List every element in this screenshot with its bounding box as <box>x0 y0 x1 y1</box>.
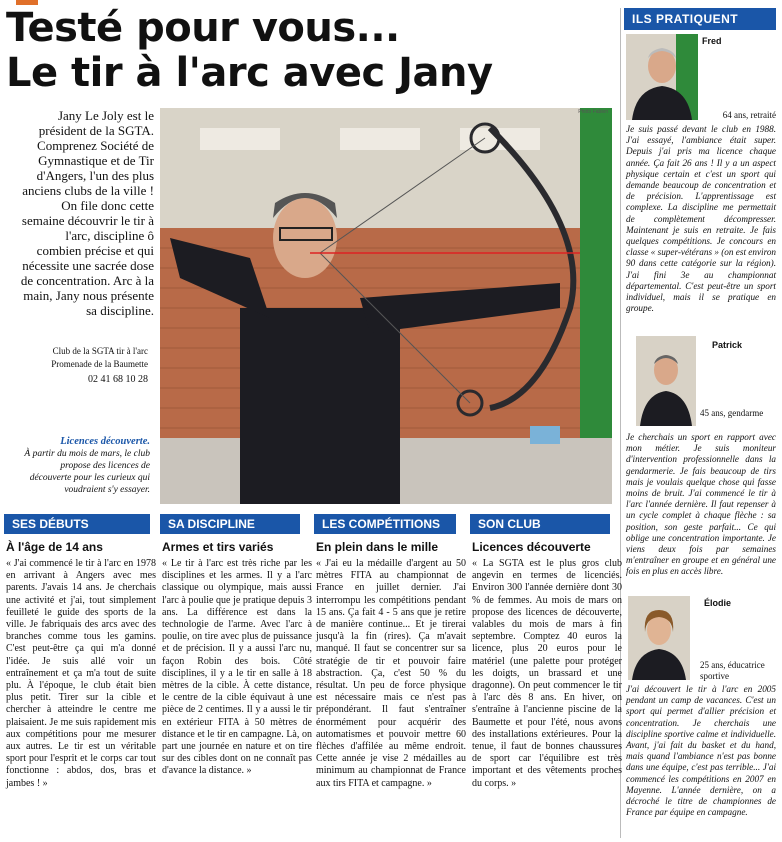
elodie-name: Élodie <box>704 598 732 608</box>
headline <box>6 6 616 96</box>
sidebar-header: ILS PRATIQUENT <box>624 8 776 30</box>
patrick-caption: 45 ans, gendarme <box>700 408 764 418</box>
elodie-quote <box>626 684 776 818</box>
club-name: Club de la SGTA tir à l'arc <box>52 346 148 356</box>
elodie-photo <box>628 596 690 680</box>
section-title-competitions: En plein dans le mille <box>316 540 439 554</box>
licences-title: Licences découverte. <box>60 436 150 447</box>
patrick-photo <box>636 336 696 426</box>
photo-credit: Photo Fabien <box>578 109 608 115</box>
fred-quote <box>626 124 776 314</box>
fred-photo <box>626 34 698 120</box>
section-text-discipline: « Le tir à l'arc est très riche par les disciplines et les armes. Il y a l'arc classique ou olympique, mais aussi l'arc à poulie que je pratique depuis 3 ans. La différence est dans la technologie de l'arme. Avec l'arc à poulie, on tire avec plus de puissance et de précision. Il y a aussi l'arc nu, façon Robin des bois. Côté disciplines, il y a le tir en salle à 18 mètres de la cible. À cette distance, le centre de la cible équivaut à une pièce de 2 centimes. Il y a aussi le tir en extérieur FITA à 50 mètres de distance et le tir en campagne. Là, on part une journée en nature et on tire sur des cibles dont on ne connaît pas d'avance la distance. » <box>162 558 312 777</box>
fred-quote-text: Je suis passé devant le club en 1988. J'ai essayé, l'ambiance était super. Depuis j'ai pris ma licence chaque année. Ça fait 26 ans ! Il y a un aspect physique certain et c'est un sport qui demande beaucoup de concentration et de précision. L'apprentissage est complexe. La discipline me permettait de complètement décompresser. Maintenant je suis en retraite. Je fais quelques compétitions. Je concours en classe « super-vétérans » (on est environ 90 dans cette catégorie sur la région). J'ai fini 3e au championnat départemental. C'est peut-être un sport individuel, mais il se pratique en groupe. <box>626 124 777 314</box>
archer-illustration <box>160 108 612 504</box>
section-header-club: SON CLUB <box>470 514 610 534</box>
section-title-debuts: À l'âge de 14 ans <box>6 540 103 554</box>
fred-name: Fred <box>702 36 722 46</box>
section-text-debuts: « J'ai commencé le tir à l'arc en 1978 en arrivant à Angers avec mes parents. J'avais 14 ans. Je cherchais une activité et j'ai, tout simplement feuilleté le guide des sports de la ville. Je fabriquais des arcs avec des branches comme tous les gamins. C'est peut-être ça qui m'a donné l'idée. Je suis allé voir un entraînement et ça m'a tout de suite plu. À l'époque, le club était bien plus petit. Tirer sur la cible et chercher à atteindre le centre me plaisaient. Je me suis rapidement mis aux compétitions pour me mesurer aux autres. Le tir est un véritable sport pour l'esprit et le corps car tout fonctionne : abdos, dos, bras et jambes ! » <box>6 558 156 789</box>
licences-box <box>18 436 150 496</box>
section-title-club: Licences découverte <box>472 540 591 554</box>
headline-line-1: Testé pour vous... <box>6 5 400 51</box>
patrick-name: Patrick <box>712 340 743 350</box>
section-header-competitions: LES COMPÉTITIONS <box>314 514 456 534</box>
person-illustration <box>626 34 698 120</box>
intro-paragraph: Jany Le Joly est le président de la SGTA. Comprenez Société de Gymnastique et de Tir d'Angers, l'un des plus anciens clubs de la ville ! On file donc cette semaine découvrir le tir à l'arc, discipline ô combien précise et qui nécessite une sacrée dose de concentration. Arc à la main, Jany nous présente sa discipline. <box>20 108 154 318</box>
section-text-club: « La SGTA est le plus gros club angevin en termes de licenciés. Environ 300 l'année dernière dont 30 % de femmes. Au mois de mars on propose des licences de découverte, valables du mois de mars à fin septembre. Comptez 40 euros la licence, plus 20 euros pour le matériel (une palette pour protéger les doigts, un brassard et une dragonne). On peut commencer le tir à l'arc dès 8 ans. En hiver, on s'entraîne à l'ancienne piscine de la Baumette et pour l'été, nous avons des installations extérieures. Pour la tenue, il faut de bonnes chaussures de sport car l'équilibre est très important et des vêtements proches du corps. » <box>472 558 622 789</box>
elodie-quote-text: J'ai découvert le tir à l'arc en 2005 pendant un camp de vacances. C'est un sport qui permet d'allier précision et concentration. Je cherchais une discipline sportive calme et individuelle. Avant, j'ai fait du basket et du hand, mais quand l'ambiance n'est pas bonne dans une équipe, c'est pas terrible... J'ai commencé les compétitions en 2007 en Mayenne. L'année dernière, on a décroché le titre de championnes de France par équipe en campagne. <box>626 684 776 818</box>
club-info <box>18 345 148 386</box>
headline-line-2: Le tir à l'arc avec Jany <box>6 50 493 96</box>
section-header-debuts: SES DÉBUTS <box>4 514 150 534</box>
club-phone: 02 41 68 10 28 <box>88 374 148 385</box>
person-illustration <box>628 596 690 680</box>
club-address: Promenade de la Baumette <box>51 359 148 369</box>
person-illustration <box>636 336 696 426</box>
patrick-quote <box>626 432 776 578</box>
section-title-discipline: Armes et tirs variés <box>162 540 274 554</box>
patrick-quote-text: Je cherchais un sport en rapport avec mon métier. Je suis moniteur d'intervention professionnelle dans la gendarmerie. Je fais beaucoup de tirs mais je voulais quelque chose qui fasse moins de bruit. J'ai commencé le tir à l'arc l'année dernière. Il faut repenser à un cycle complet à chaque flèche : sa position, son geste parfait... Ce qui oblige une concentration importante. Je viens deux fois par semaines m'entraîner en groupe et en général une fois en plus en accès libre. <box>626 432 776 577</box>
fred-caption: 64 ans, retraité <box>722 110 776 120</box>
section-text-competitions: « J'ai eu la médaille d'argent au 50 mètres FITA au championnat de France en juillet dernier. J'ai interrompu les compétitions pendant 15 ans. Ça fait 4 - 5 ans que je retire de manière continue... Et je tirerai jusqu'à la fin (rires). Ça m'avait manqué. Il faut se concentrer sur sa stratégie de tir et pouvoir faire abstraction. Ça, c'est 50 % du résultat. Un peu de force physique est nécessaire mais ce n'est pas prépondérant. Il faut s'entraîner énormément pour acquérir des automatismes et pouvoir mettre 60 flèches d'affilée au même endroit. Cette année je vise 2 médailles au minimum au championnat de France aux tirs FITA et campagne. » <box>316 558 466 789</box>
elodie-caption: 25 ans, éducatrice sportive <box>700 660 765 681</box>
section-header-discipline: SA DISCIPLINE <box>160 514 300 534</box>
archer-photo <box>160 108 612 504</box>
licences-text: À partir du mois de mars, le club propose des licences de découverte pour les curieux qui voudraient s'y essayer. <box>24 449 150 495</box>
